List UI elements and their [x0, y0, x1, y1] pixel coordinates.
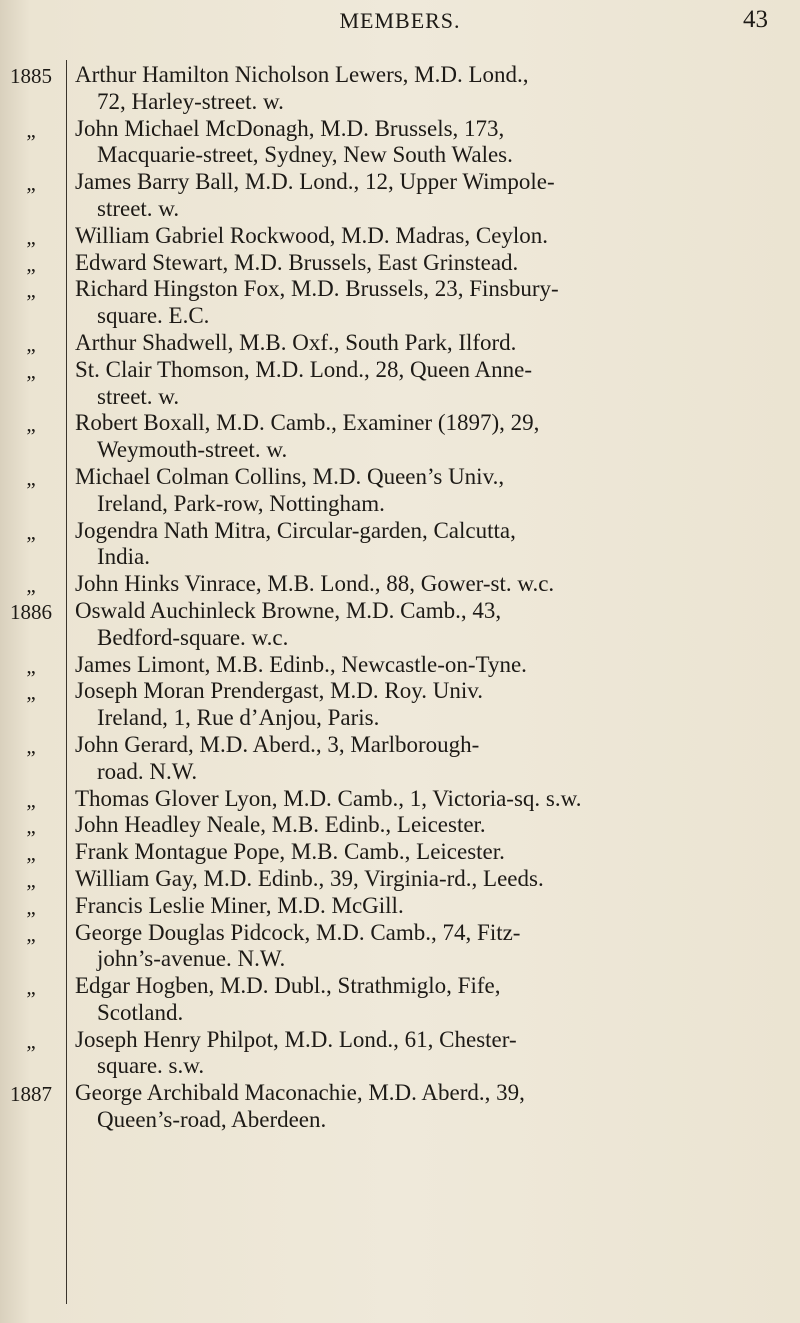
- member-entry-line: Joseph Henry Philpot, M.D. Lond., 61, Chester-: [75, 1026, 517, 1052]
- member-entry-continuation: Weymouth-street. w.: [97, 437, 288, 463]
- member-entry: [75, 973, 783, 1027]
- member-entry-continuation: 72, Harley-street. w.: [97, 88, 284, 114]
- member-entry-line: John Michael McDonagh, M.D. Brussels, 173,: [75, 115, 505, 141]
- member-entry-continuation: Bedford-square. w.c.: [97, 624, 289, 650]
- member-entry: [75, 571, 783, 598]
- member-entry: [75, 1027, 783, 1081]
- member-entry-line: Arthur Hamilton Nicholson Lewers, M.D. Lond.,: [75, 62, 529, 87]
- year-mark: „: [26, 814, 36, 839]
- member-entry-line: St. Clair Thomson, M.D. Lond., 28, Queen Anne-: [75, 356, 532, 382]
- member-entry-line: Francis Leslie Miner, M.D. McGill.: [75, 892, 404, 918]
- member-entry-line: Frank Montague Pope, M.B. Camb., Leicester.: [75, 839, 505, 865]
- year-mark: „: [26, 1028, 36, 1053]
- member-entry-line: Oswald Auchinleck Browne, M.D. Camb., 43,: [75, 597, 502, 623]
- year-mark: „: [26, 653, 36, 678]
- page-number: 43: [743, 6, 768, 33]
- member-entry-line: Richard Hingston Fox, M.D. Brussels, 23, Finsbury-: [75, 276, 559, 302]
- member-entry-line: Edward Stewart, M.D. Brussels, East Grinstead.: [75, 249, 519, 275]
- year-mark: „: [26, 733, 36, 758]
- member-entry-line: James Limont, M.B. Edinb., Newcastle-on-Tyne.: [75, 651, 527, 677]
- year-mark: „: [26, 465, 36, 490]
- member-entry-line: James Barry Ball, M.D. Lond., 12, Upper Wimpole-: [75, 169, 555, 195]
- member-list: [75, 62, 783, 1134]
- member-entry: [75, 410, 783, 464]
- year-mark: „: [26, 117, 36, 142]
- year-mark: „: [26, 680, 36, 705]
- year-mark: „: [26, 251, 36, 276]
- member-entry: [75, 920, 783, 974]
- member-entry: [75, 812, 783, 839]
- year-mark: „: [26, 787, 36, 812]
- member-entry-line: John Gerard, M.D. Aberd., 3, Marlborough-: [75, 731, 480, 757]
- member-entry: [75, 276, 783, 330]
- member-entry: [75, 250, 783, 277]
- member-entry: [75, 357, 783, 411]
- member-entry: [75, 866, 783, 893]
- member-entry-continuation: Macquarie-street, Sydney, New South Wales.: [97, 142, 513, 168]
- member-entry-line: George Douglas Pidcock, M.D. Camb., 74, Fitz-: [75, 919, 521, 945]
- member-entry-line: Jogendra Nath Mitra, Circular-garden, Calcutta,: [75, 517, 516, 543]
- member-entry-line: Thomas Glover Lyon, M.D. Camb., 1, Victoria-sq. s.w.: [75, 785, 582, 811]
- year-mark: „: [26, 975, 36, 1000]
- member-entry-continuation: road. N.W.: [97, 758, 198, 784]
- page-title: MEMBERS.: [339, 8, 461, 33]
- member-entry-line: Michael Colman Collins, M.D. Queen’s Univ.,: [75, 463, 505, 489]
- year-mark: „: [26, 573, 36, 598]
- member-entry-continuation: India.: [97, 544, 151, 570]
- member-entry-continuation: square. E.C.: [97, 303, 210, 329]
- member-entry-continuation: Scotland.: [97, 999, 184, 1025]
- year-mark: „: [26, 867, 36, 892]
- year-mark: „: [26, 894, 36, 919]
- member-entry: [75, 678, 783, 732]
- member-entry: [75, 893, 783, 920]
- member-entry: [75, 786, 783, 813]
- year-mark: 1885: [10, 64, 52, 88]
- member-entry: [75, 116, 783, 170]
- member-entry-line: Robert Boxall, M.D. Camb., Examiner (1897), 29,: [75, 410, 540, 436]
- year-mark: „: [26, 412, 36, 437]
- member-entry: [75, 598, 783, 652]
- member-entry: [75, 518, 783, 572]
- member-entry: [75, 223, 783, 250]
- member-entry-continuation: Ireland, 1, Rue d’Anjou, Paris.: [97, 705, 380, 731]
- margin-rule: [66, 60, 67, 1304]
- member-entry-continuation: Queen’s-road, Aberdeen.: [97, 1107, 327, 1133]
- member-entry: [75, 62, 783, 116]
- year-mark: „: [26, 171, 36, 196]
- member-entry-line: Arthur Shadwell, M.B. Oxf., South Park, Ilford.: [75, 329, 517, 355]
- member-entry-line: William Gabriel Rockwood, M.D. Madras, Ceylon.: [75, 222, 549, 248]
- member-entry: [75, 839, 783, 866]
- year-margin-column: [0, 0, 60, 1323]
- member-entry: [75, 464, 783, 518]
- member-entry: [75, 652, 783, 679]
- member-entry-continuation: Ireland, Park-row, Nottingham.: [97, 490, 385, 516]
- year-mark: „: [26, 358, 36, 383]
- year-mark: „: [26, 921, 36, 946]
- member-entry-continuation: street. w.: [97, 383, 180, 409]
- year-mark: „: [26, 331, 36, 356]
- member-entry: [75, 169, 783, 223]
- year-mark: „: [26, 519, 36, 544]
- member-entry-line: John Headley Neale, M.B. Edinb., Leicester.: [75, 812, 486, 838]
- year-mark: „: [26, 224, 36, 249]
- member-entry-line: George Archibald Maconachie, M.D. Aberd., 39,: [75, 1080, 525, 1106]
- member-entry: [75, 732, 783, 786]
- member-entry: [75, 1080, 783, 1134]
- year-mark: „: [26, 841, 36, 866]
- running-head: [0, 4, 800, 40]
- member-entry-line: Joseph Moran Prendergast, M.D. Roy. Univ.: [75, 678, 484, 704]
- member-entry-line: Edgar Hogben, M.D. Dubl., Strathmiglo, Fife,: [75, 973, 501, 999]
- member-entry-line: John Hinks Vinrace, M.B. Lond., 88, Gower-st. w.c.: [75, 571, 555, 597]
- year-mark: „: [26, 278, 36, 303]
- member-entry-continuation: square. s.w.: [97, 1053, 205, 1079]
- member-entry-line: William Gay, M.D. Edinb., 39, Virginia-rd., Leeds.: [75, 865, 544, 891]
- year-mark: 1887: [10, 1082, 52, 1107]
- member-entry-continuation: street. w.: [97, 195, 180, 221]
- year-mark: 1886: [10, 599, 52, 624]
- member-entry: [75, 330, 783, 357]
- member-entry-continuation: john’s-avenue. N.W.: [97, 946, 286, 972]
